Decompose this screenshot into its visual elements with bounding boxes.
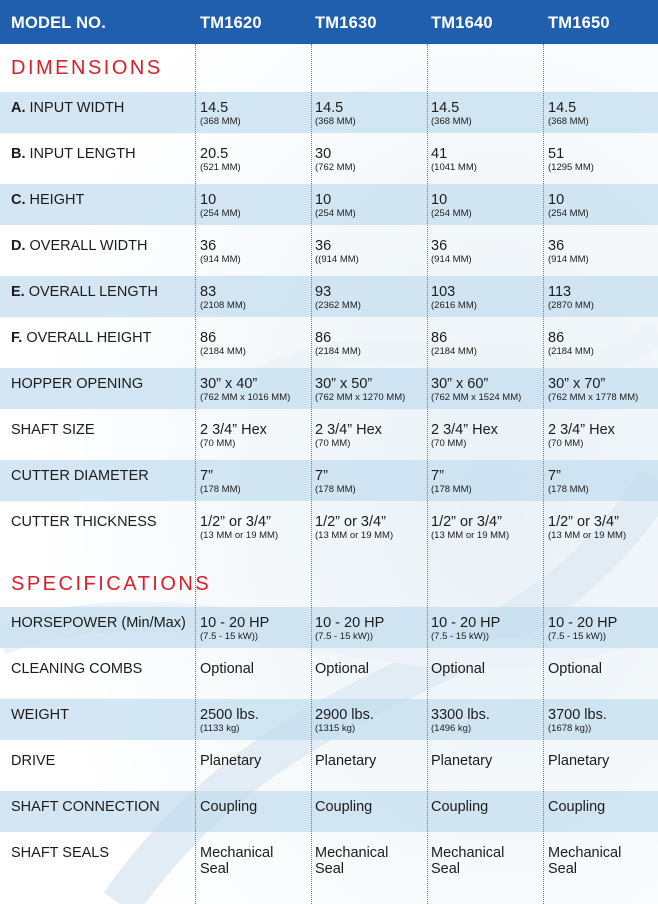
value-cell bbox=[548, 707, 607, 734]
row-label-text: CUTTER THICKNESS bbox=[11, 514, 157, 530]
value-cell bbox=[200, 615, 269, 642]
primary-value: 41 bbox=[431, 146, 448, 162]
value-cell bbox=[315, 661, 369, 677]
value-cell bbox=[315, 330, 361, 357]
primary-value: 10 bbox=[315, 192, 332, 208]
value-cell bbox=[548, 330, 594, 357]
metric-value: (2870 MM) bbox=[548, 300, 594, 311]
metric-value: (2184 MM) bbox=[431, 346, 477, 357]
primary-value: Planetary bbox=[315, 753, 377, 769]
value-cell bbox=[200, 238, 241, 265]
value-cell bbox=[548, 376, 638, 403]
row-label bbox=[11, 100, 124, 116]
metric-value: (1295 MM) bbox=[548, 162, 594, 173]
row-letter: C. bbox=[11, 192, 26, 208]
value-cell bbox=[200, 422, 267, 449]
row-letter: E. bbox=[11, 284, 25, 300]
table-row bbox=[0, 368, 658, 409]
metric-value: (2184 MM) bbox=[548, 346, 594, 357]
value-cell bbox=[548, 238, 589, 265]
primary-value: 30 bbox=[315, 146, 332, 162]
model-header-tm1640: TM1640 bbox=[431, 14, 493, 32]
value-cell bbox=[548, 615, 617, 642]
primary-value: Coupling bbox=[548, 799, 606, 815]
primary-value: 2 3/4” Hex bbox=[431, 422, 498, 438]
row-label-text: WEIGHT bbox=[11, 707, 69, 723]
value-cell bbox=[200, 146, 241, 173]
section-title: SPECIFICATIONS bbox=[11, 573, 212, 595]
value-cell bbox=[315, 100, 356, 127]
metric-value: ((914 MM) bbox=[315, 254, 359, 265]
metric-value: (914 MM) bbox=[431, 254, 472, 265]
table-row bbox=[0, 699, 658, 740]
primary-value: 7” bbox=[200, 468, 213, 484]
metric-value: (254 MM) bbox=[200, 208, 241, 219]
metric-value: (1678 kg)) bbox=[548, 723, 592, 734]
primary-value: Planetary bbox=[431, 753, 493, 769]
primary-value: 1/2” or 3/4” bbox=[431, 514, 502, 530]
primary-value: 14.5 bbox=[431, 100, 460, 116]
row-letter: A. bbox=[11, 100, 26, 116]
metric-value: (1315 kg) bbox=[315, 723, 356, 734]
table-row bbox=[0, 460, 658, 501]
value-cell bbox=[431, 468, 472, 495]
value-cell bbox=[431, 376, 521, 403]
value-cell bbox=[315, 514, 393, 541]
row-label bbox=[11, 422, 95, 438]
section-title: DIMENSIONS bbox=[11, 57, 163, 79]
metric-value: (1041 MM) bbox=[431, 162, 477, 173]
table-row bbox=[0, 184, 658, 225]
value-cell bbox=[315, 799, 372, 815]
primary-value: 7” bbox=[431, 468, 444, 484]
value-cell bbox=[431, 330, 477, 357]
value-cell bbox=[315, 238, 359, 265]
column-divider bbox=[195, 44, 196, 904]
table-row bbox=[0, 414, 658, 455]
row-label-text: CUTTER DIAMETER bbox=[11, 468, 149, 484]
value-cell bbox=[548, 284, 594, 311]
metric-value: (7.5 - 15 kW)) bbox=[315, 631, 374, 642]
primary-value: 1/2” or 3/4” bbox=[315, 514, 386, 530]
row-label bbox=[11, 707, 69, 723]
primary-value: 51 bbox=[548, 146, 565, 162]
primary-value: 30” x 40” bbox=[200, 376, 258, 392]
row-label bbox=[11, 146, 136, 162]
column-divider bbox=[427, 44, 428, 904]
table-header bbox=[0, 0, 658, 44]
metric-value: (178 MM) bbox=[315, 484, 356, 495]
row-label-text: OVERALL HEIGHT bbox=[26, 330, 152, 346]
primary-value: 3700 lbs. bbox=[548, 707, 607, 723]
primary-value: 86 bbox=[431, 330, 448, 346]
table-row bbox=[0, 745, 658, 786]
primary-value: 2500 lbs. bbox=[200, 707, 259, 723]
metric-value: (368 MM) bbox=[431, 116, 472, 127]
value-cell bbox=[548, 753, 609, 769]
row-label bbox=[11, 238, 147, 254]
metric-value: (254 MM) bbox=[548, 208, 589, 219]
row-label bbox=[11, 753, 55, 769]
value-cell bbox=[200, 514, 278, 541]
metric-value: (368 MM) bbox=[315, 116, 356, 127]
primary-value: Mechanical Seal bbox=[200, 845, 274, 877]
row-label-text: CLEANING COMBS bbox=[11, 661, 143, 677]
metric-value: (7.5 - 15 kW)) bbox=[431, 631, 490, 642]
primary-value: 1/2” or 3/4” bbox=[548, 514, 619, 530]
primary-value: 86 bbox=[548, 330, 565, 346]
table-row bbox=[0, 276, 658, 317]
primary-value: 2 3/4” Hex bbox=[200, 422, 267, 438]
metric-value: (13 MM or 19 MM) bbox=[548, 530, 627, 541]
column-divider bbox=[311, 44, 312, 904]
value-cell bbox=[200, 707, 259, 734]
primary-value: Mechanical Seal bbox=[548, 845, 622, 877]
value-cell bbox=[200, 845, 273, 877]
primary-value: 113 bbox=[548, 284, 572, 300]
metric-value: (762 MM x 1524 MM) bbox=[431, 392, 522, 403]
row-label-text: SHAFT CONNECTION bbox=[11, 799, 160, 815]
primary-value: 30” x 60” bbox=[431, 376, 489, 392]
metric-value: (2616 MM) bbox=[431, 300, 477, 311]
metric-value: (7.5 - 15 kW)) bbox=[548, 631, 607, 642]
primary-value: Coupling bbox=[200, 799, 258, 815]
row-letter: D. bbox=[11, 238, 26, 254]
primary-value: 86 bbox=[200, 330, 217, 346]
primary-value: 7” bbox=[315, 468, 328, 484]
metric-value: (70 MM) bbox=[431, 438, 467, 449]
primary-value: 36 bbox=[431, 238, 448, 254]
primary-value: 14.5 bbox=[548, 100, 577, 116]
value-cell bbox=[548, 845, 621, 877]
metric-value: (70 MM) bbox=[548, 438, 584, 449]
primary-value: Coupling bbox=[431, 799, 489, 815]
table-row bbox=[0, 791, 658, 832]
value-cell bbox=[431, 192, 472, 219]
metric-value: (762 MM x 1778 MM) bbox=[548, 392, 639, 403]
primary-value: 10 - 20 HP bbox=[315, 615, 385, 631]
value-cell bbox=[431, 707, 490, 734]
value-cell bbox=[431, 146, 477, 173]
table-row bbox=[0, 607, 658, 648]
value-cell bbox=[431, 100, 472, 127]
row-label bbox=[11, 845, 109, 861]
table-row bbox=[0, 230, 658, 271]
value-cell bbox=[431, 661, 485, 677]
metric-value: (914 MM) bbox=[200, 254, 241, 265]
primary-value: 36 bbox=[200, 238, 217, 254]
value-cell bbox=[315, 468, 356, 495]
metric-value: (2108 MM) bbox=[200, 300, 246, 311]
value-cell bbox=[315, 707, 374, 734]
value-cell bbox=[431, 422, 498, 449]
row-label bbox=[11, 284, 158, 300]
value-cell bbox=[548, 799, 605, 815]
row-label-text: OVERALL WIDTH bbox=[29, 238, 148, 254]
value-cell bbox=[431, 615, 500, 642]
primary-value: 103 bbox=[431, 284, 456, 300]
metric-value: (178 MM) bbox=[548, 484, 589, 495]
row-label-text: INPUT LENGTH bbox=[29, 146, 136, 162]
metric-value: (1133 kg) bbox=[200, 723, 240, 734]
metric-value: (762 MM x 1270 MM) bbox=[315, 392, 406, 403]
metric-value: (521 MM) bbox=[200, 162, 241, 173]
primary-value: 86 bbox=[315, 330, 332, 346]
row-label-text: DRIVE bbox=[11, 753, 56, 769]
primary-value: Optional bbox=[431, 661, 486, 677]
primary-value: 2 3/4” Hex bbox=[315, 422, 382, 438]
row-letter: F. bbox=[11, 330, 23, 346]
row-label bbox=[11, 615, 186, 631]
primary-value: 10 - 20 HP bbox=[431, 615, 501, 631]
model-header-tm1620: TM1620 bbox=[200, 14, 262, 32]
value-cell bbox=[431, 514, 509, 541]
primary-value: 83 bbox=[200, 284, 217, 300]
primary-value: 2900 lbs. bbox=[315, 707, 374, 723]
row-label-text: SHAFT SIZE bbox=[11, 422, 95, 438]
metric-value: (368 MM) bbox=[200, 116, 241, 127]
value-cell bbox=[431, 238, 472, 265]
row-label bbox=[11, 468, 149, 484]
primary-value: Optional bbox=[548, 661, 603, 677]
model-header-tm1630: TM1630 bbox=[315, 14, 377, 32]
primary-value: 14.5 bbox=[315, 100, 344, 116]
value-cell bbox=[548, 514, 626, 541]
value-cell bbox=[200, 661, 254, 677]
model-no-label: MODEL NO. bbox=[11, 14, 106, 32]
row-label-text: HORSEPOWER (Min/Max) bbox=[11, 615, 186, 631]
primary-value: 93 bbox=[315, 284, 332, 300]
table-row bbox=[0, 837, 658, 899]
primary-value: Coupling bbox=[315, 799, 373, 815]
primary-value: 2 3/4” Hex bbox=[548, 422, 615, 438]
primary-value: 10 - 20 HP bbox=[548, 615, 618, 631]
value-cell bbox=[315, 422, 382, 449]
primary-value: 14.5 bbox=[200, 100, 229, 116]
primary-value: Optional bbox=[315, 661, 370, 677]
primary-value: 36 bbox=[315, 238, 332, 254]
value-cell bbox=[315, 284, 361, 311]
row-label bbox=[11, 514, 157, 530]
metric-value: (2184 MM) bbox=[200, 346, 246, 357]
primary-value: 20.5 bbox=[200, 146, 229, 162]
model-header-tm1650: TM1650 bbox=[548, 14, 610, 32]
metric-value: (762 MM) bbox=[315, 162, 356, 173]
table-row bbox=[0, 506, 658, 547]
row-label-text: SHAFT SEALS bbox=[11, 845, 110, 861]
primary-value: 1/2” or 3/4” bbox=[200, 514, 271, 530]
primary-value: 10 - 20 HP bbox=[200, 615, 270, 631]
table-row bbox=[0, 322, 658, 363]
value-cell bbox=[431, 799, 488, 815]
value-cell bbox=[548, 422, 615, 449]
value-cell bbox=[315, 376, 405, 403]
primary-value: 10 bbox=[548, 192, 565, 208]
value-cell bbox=[315, 146, 356, 173]
metric-value: (368 MM) bbox=[548, 116, 589, 127]
primary-value: 10 bbox=[200, 192, 217, 208]
value-cell bbox=[200, 192, 241, 219]
primary-value: 3300 lbs. bbox=[431, 707, 490, 723]
value-cell bbox=[548, 146, 594, 173]
table-row bbox=[0, 138, 658, 179]
row-label-text: HOPPER OPENING bbox=[11, 376, 144, 392]
value-cell bbox=[315, 192, 356, 219]
primary-value: Planetary bbox=[548, 753, 610, 769]
metric-value: (13 MM or 19 MM) bbox=[200, 530, 279, 541]
row-letter: B. bbox=[11, 146, 26, 162]
value-cell bbox=[548, 661, 602, 677]
metric-value: (254 MM) bbox=[315, 208, 356, 219]
metric-value: (70 MM) bbox=[200, 438, 236, 449]
value-cell bbox=[200, 468, 241, 495]
metric-value: (13 MM or 19 MM) bbox=[315, 530, 394, 541]
metric-value: (7.5 - 15 kW)) bbox=[200, 631, 259, 642]
primary-value: 36 bbox=[548, 238, 565, 254]
value-cell bbox=[315, 845, 388, 877]
metric-value: (178 MM) bbox=[200, 484, 241, 495]
metric-value: (178 MM) bbox=[431, 484, 472, 495]
table-row bbox=[0, 653, 658, 694]
value-cell bbox=[315, 753, 376, 769]
primary-value: Mechanical Seal bbox=[431, 845, 505, 877]
row-label bbox=[11, 799, 160, 815]
value-cell bbox=[548, 192, 589, 219]
primary-value: Optional bbox=[200, 661, 255, 677]
value-cell bbox=[548, 468, 589, 495]
metric-value: (70 MM) bbox=[315, 438, 351, 449]
value-cell bbox=[315, 615, 384, 642]
row-label-text: HEIGHT bbox=[29, 192, 85, 208]
row-label-text: OVERALL LENGTH bbox=[28, 284, 158, 300]
primary-value: 7” bbox=[548, 468, 561, 484]
metric-value: (2184 MM) bbox=[315, 346, 361, 357]
row-label bbox=[11, 376, 143, 392]
value-cell bbox=[431, 753, 492, 769]
value-cell bbox=[548, 100, 589, 127]
metric-value: (762 MM x 1016 MM) bbox=[200, 392, 291, 403]
row-label-text: INPUT WIDTH bbox=[29, 100, 125, 116]
value-cell bbox=[431, 845, 504, 877]
value-cell bbox=[200, 376, 290, 403]
primary-value: 10 bbox=[431, 192, 448, 208]
metric-value: (914 MM) bbox=[548, 254, 589, 265]
metric-value: (1496 kg) bbox=[431, 723, 472, 734]
row-label bbox=[11, 661, 142, 677]
value-cell bbox=[431, 284, 477, 311]
value-cell bbox=[200, 799, 257, 815]
metric-value: (2362 MM) bbox=[315, 300, 361, 311]
primary-value: 30” x 70” bbox=[548, 376, 606, 392]
primary-value: Planetary bbox=[200, 753, 262, 769]
value-cell bbox=[200, 753, 261, 769]
value-cell bbox=[200, 330, 246, 357]
value-cell bbox=[200, 284, 246, 311]
primary-value: 30” x 50” bbox=[315, 376, 373, 392]
column-divider bbox=[543, 44, 544, 904]
row-label bbox=[11, 330, 151, 346]
row-label bbox=[11, 192, 84, 208]
metric-value: (254 MM) bbox=[431, 208, 472, 219]
primary-value: Mechanical Seal bbox=[315, 845, 389, 877]
metric-value: (13 MM or 19 MM) bbox=[431, 530, 510, 541]
table-row bbox=[0, 92, 658, 133]
value-cell bbox=[200, 100, 241, 127]
